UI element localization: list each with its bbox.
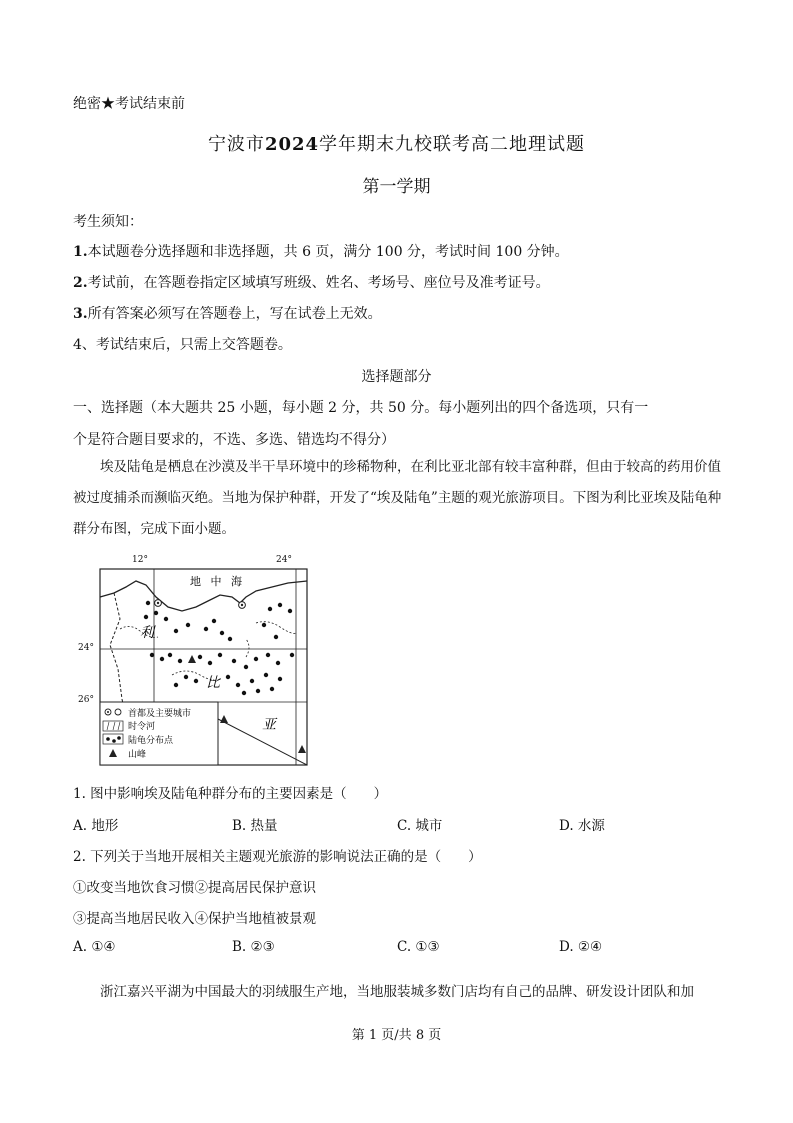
title-year: 2024: [264, 134, 320, 155]
country-label-char-2: 比: [206, 675, 220, 691]
title-suffix: 学年期末九校联考高二地理试题: [319, 134, 586, 155]
page-footer: 第 1 页/共 8 页: [351, 1028, 442, 1043]
country-label-char-1: 利: [140, 625, 154, 641]
page-title: [0, 130, 793, 156]
legend-river-label: 时令河: [128, 722, 156, 732]
country-label-char-3: 亚: [262, 717, 276, 733]
lon-label-right: 24°: [276, 555, 292, 565]
question-2-stem: 2. 下列关于当地开展相关主题观光旅游的影响说法正确的是（ ）: [73, 849, 482, 865]
notice-item-3: [73, 303, 382, 323]
notice-item-2-num: 2.: [73, 275, 88, 291]
passage-1: 埃及陆龟是栖息在沙漠及半干旱环境中的珍稀物种，在利比亚北部有较丰富种群，但由于较高的药用价值被过度捕杀而濒临灭绝。当地为保护种群，开发了“埃及陆龟”主题的观光旅游项目。下图为利比亚埃及陆龟种群分布图，完成下面小题。: [73, 459, 722, 537]
question-2-option-a: A. ①④: [73, 939, 116, 955]
legend-river: [103, 720, 155, 732]
question-1-option-c: C. 城市: [397, 818, 443, 834]
libya-tortoise-map: [78, 555, 311, 767]
question-2-option-d: D. ②④: [559, 939, 603, 955]
section-instructions-line-1: 一、选择题（本大题共 25 小题，每小题 2 分，共 50 分。每小题列出的四个备选项，只有一: [73, 400, 649, 416]
question-2-option-c: C. ①③: [397, 939, 440, 955]
question-2-statements-2: ③提高当地居民收入④保护当地植被景观: [73, 911, 316, 927]
question-2-statements-1: ①改变当地饮食习惯②提高居民保护意识: [73, 880, 316, 896]
notice-item-1-text: 本试题卷分选择题和非选择题，共 6 页，满分 100 分，考试时间 100 分钟。: [87, 244, 569, 260]
section-title: 选择题部分: [361, 369, 432, 385]
notice-item-3-num: 3.: [73, 306, 88, 322]
notice-item-1: [73, 241, 569, 261]
title-prefix: 宁波市: [207, 134, 265, 155]
page-subtitle: 第一学期: [362, 177, 431, 197]
question-1-option-d: D. 水源: [559, 818, 605, 834]
lon-label-left: 12°: [132, 555, 148, 565]
map-svg: [96, 559, 311, 767]
question-1-stem: 1. 图中影响埃及陆龟种群分布的主要因素是（ ）: [73, 786, 388, 802]
notice-item-3-text: 所有答案必须写在答题卷上，写在试卷上无效。: [87, 306, 382, 322]
notice-item-2: [73, 272, 550, 292]
section-instructions-line-2: 个是符合题目要求的，不选、多选、错选均不得分）: [73, 432, 395, 448]
notice-item-2-text: 考试前，在答题卷指定区域填写班级、姓名、考场号、座位号及准考证号。: [87, 275, 550, 291]
question-1-option-a: A. 地形: [73, 818, 119, 834]
notice-item-4: 4、考试结束后，只需上交答题卷。: [73, 337, 292, 353]
sea-label: 地 中 海: [190, 575, 245, 588]
lat-label-bottom: 26°: [78, 695, 94, 705]
notice-heading: 考生须知：: [73, 214, 143, 230]
secret-mark: 绝密★考试结束前: [73, 96, 185, 112]
legend-tortoise-label: 陆龟分布点: [128, 736, 174, 746]
question-2-option-b: B. ②③: [232, 939, 275, 955]
legend-peak-label: 山峰: [128, 750, 147, 760]
legend-tortoise: [103, 734, 174, 746]
lat-label-top: 24°: [78, 643, 94, 653]
city-dot: [241, 604, 243, 606]
notice-item-1-num: 1.: [73, 244, 88, 260]
capital-city-dot: [157, 602, 159, 604]
legend-capital-label: 首都及主要城市: [128, 709, 192, 719]
question-1-option-b: B. 热量: [232, 818, 278, 834]
passage-2: 浙江嘉兴平湖为中国最大的羽绒服生产地，当地服装城多数门店均有自己的品牌、研发设计团队和加: [100, 984, 694, 1000]
